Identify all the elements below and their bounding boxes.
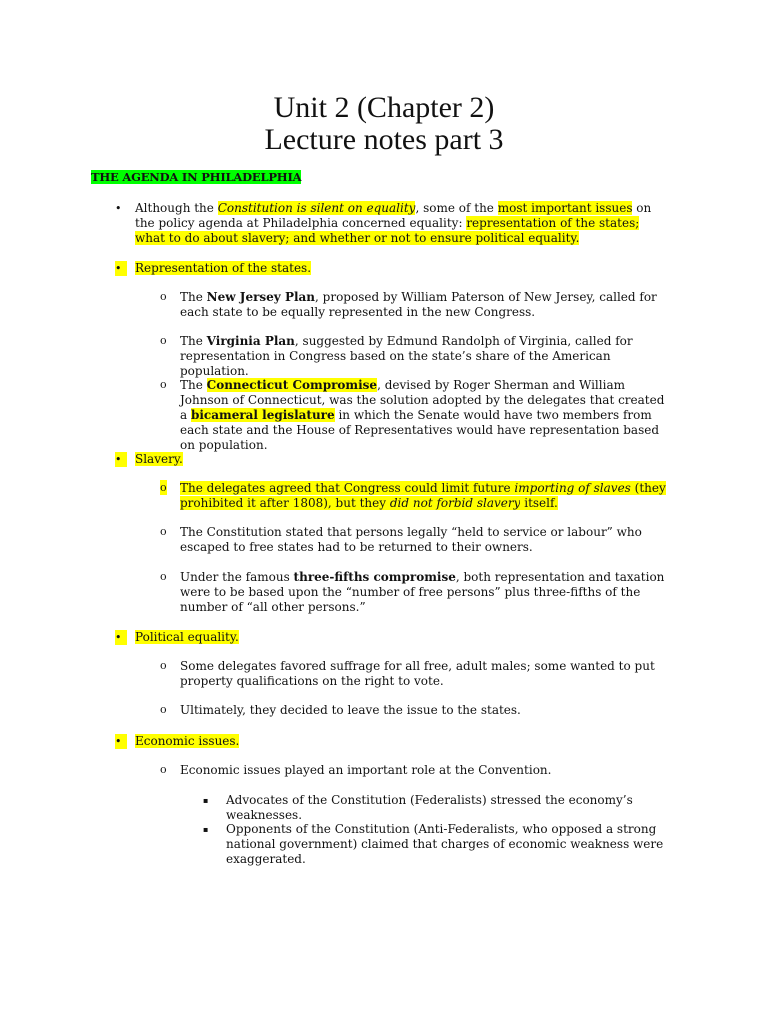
square-marker: ▪ <box>203 825 209 834</box>
circle-marker: o <box>160 378 167 391</box>
nj-plan-name: New Jersey Plan <box>206 290 316 304</box>
bullet-marker: • <box>115 202 122 215</box>
circle-marker: o <box>160 290 167 303</box>
three-fifths-text <box>180 570 670 615</box>
intro-text <box>135 201 655 246</box>
federalists-text: Advocates of the Constitution (Federalists) stressed the economy’s weaknesses. <box>226 793 633 822</box>
political-heading-wrap <box>135 630 655 645</box>
economic-heading-wrap <box>135 734 655 749</box>
square-marker: ▪ <box>203 796 209 805</box>
intro-t1: Although the <box>135 201 218 215</box>
title-line-2: Lecture notes part 3 <box>264 123 504 156</box>
slavery-heading: Slavery. <box>135 452 183 466</box>
ct-t3: , devised by Roger Sherman and William Johnson of Connecticut, was the solution adopted by the delegates that created a <box>180 378 665 422</box>
nj-t1: The <box>180 290 207 304</box>
intro-most-important-issues: most important issues <box>497 201 633 215</box>
circle-marker: o <box>160 763 167 776</box>
ct-compromise-name: Connecticut Compromise <box>206 378 378 392</box>
page-title <box>0 92 768 156</box>
intro-silent-on-equality: Constitution is silent on equality <box>217 201 416 215</box>
nj-plan-text <box>180 290 670 320</box>
economic-role-text: Economic issues played an important role at the Convention. <box>180 763 552 777</box>
import-t3: (they prohibited it after 1808), but they <box>180 481 666 510</box>
states-text: Ultimately, they decided to leave the issue to the states. <box>180 703 521 717</box>
va-plan-name: Virginia Plan <box>206 334 295 348</box>
suffrage-text: Some delegates favored suffrage for all free, adult males; some wanted to put property qualifications on the right to vote. <box>180 659 655 688</box>
bullet-marker: • <box>115 734 127 749</box>
bullet-marker: • <box>115 261 127 276</box>
ct-t5: in which the Senate would have two members from each state and the House of Representatives would have representation based on population. <box>180 408 660 452</box>
circle-marker: o <box>160 525 167 538</box>
did-not-forbid-slavery: did not forbid slavery <box>389 496 521 510</box>
tf-t1: Under the famous <box>180 570 294 584</box>
import-t5: itself. <box>520 496 558 510</box>
section-heading <box>91 170 301 185</box>
bicameral-legislature: bicameral legislature <box>190 408 335 422</box>
va-t3: , suggested by Edmund Randolph of Virginia, called for representation in Congress based on the state’s share of the American population. <box>180 334 633 378</box>
circle-marker: o <box>160 334 167 347</box>
va-t1: The <box>180 334 207 348</box>
circle-marker: o <box>160 481 167 494</box>
fugitive-text: The Constitution stated that persons legally “held to service or labour” who escaped to free states had to be returned to their owners. <box>180 525 642 554</box>
ct-t1: The <box>180 378 207 392</box>
economic-heading: Economic issues. <box>135 734 240 748</box>
representation-heading: Representation of the states. <box>135 261 312 275</box>
importing-of-slaves: importing of slaves <box>514 481 631 495</box>
intro-agenda-list: representation of the states; what to do about slavery; and whether or not to ensure political equality. <box>135 216 640 245</box>
nj-t3: , proposed by William Paterson of New Jersey, called for each state to be equally represented in the new Congress. <box>180 290 657 319</box>
ct-compromise-text <box>180 378 670 453</box>
representation-heading-wrap <box>135 261 655 276</box>
slave-import-text <box>180 481 670 511</box>
circle-marker: o <box>160 659 167 672</box>
tf-t3: , both representation and taxation were to be based upon the “number of free persons” plus three-fifths of the number of “all other persons.” <box>180 570 665 614</box>
bullet-marker: • <box>115 452 127 467</box>
import-t1: The delegates agreed that Congress could limit future <box>180 481 515 495</box>
intro-t5: on the policy agenda at Philadelphia concerned equality: <box>135 201 652 230</box>
circle-marker: o <box>160 570 167 583</box>
slavery-heading-wrap <box>135 452 655 467</box>
section-heading-text: THE AGENDA IN PHILADELPHIA <box>91 170 302 184</box>
three-fifths-compromise: three-fifths compromise <box>293 570 456 584</box>
political-heading: Political equality. <box>135 630 239 644</box>
intro-t3: , some of the <box>415 201 498 215</box>
circle-marker: o <box>160 703 167 716</box>
title-line-1: Unit 2 (Chapter 2) <box>273 91 495 124</box>
antifederalists-text: Opponents of the Constitution (Anti-Federalists, who opposed a strong national government) claimed that charges of economic weakness were exaggerated. <box>226 822 664 866</box>
bullet-marker: • <box>115 630 127 645</box>
va-plan-text <box>180 334 670 379</box>
